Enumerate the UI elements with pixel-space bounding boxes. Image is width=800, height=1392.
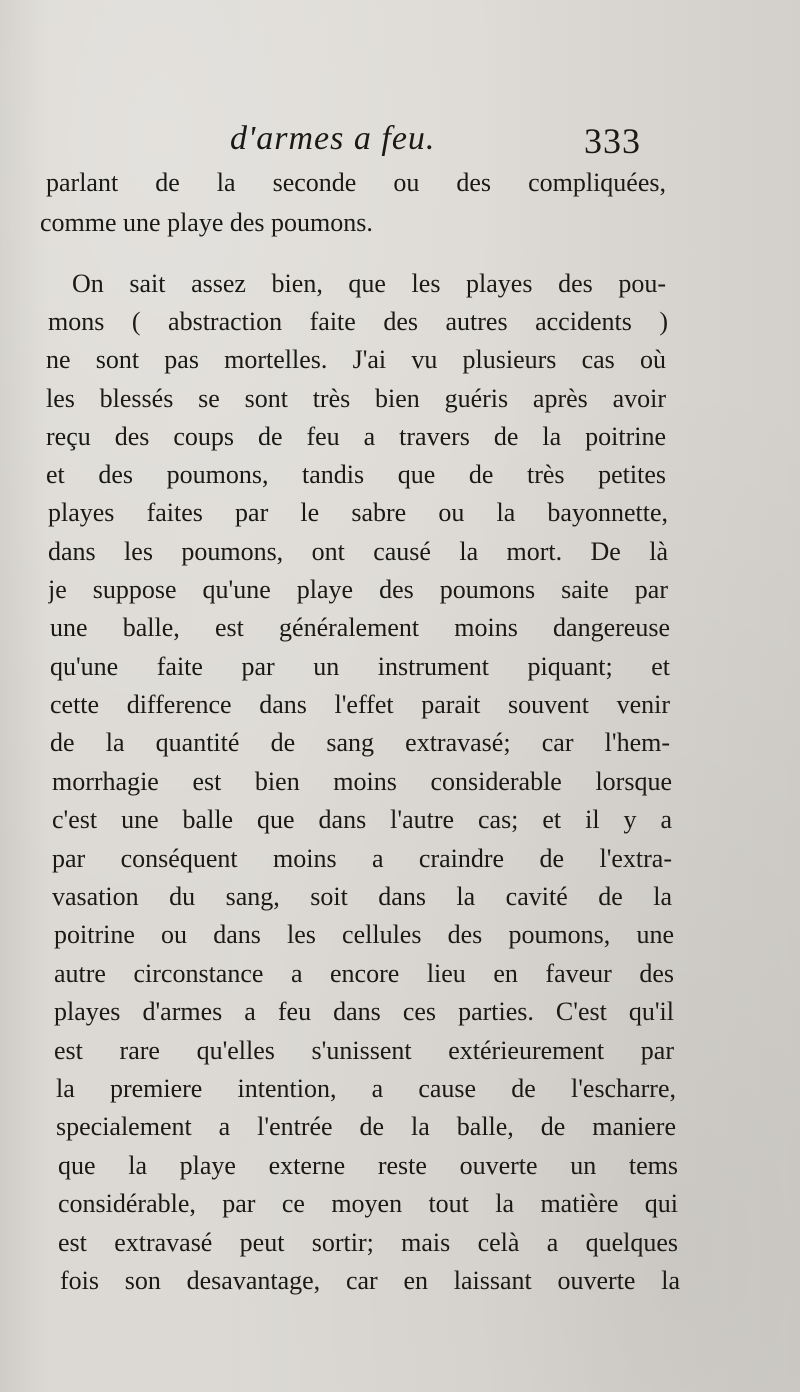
text-line: c'est une balle que dans l'autre cas; et il y a: [52, 805, 672, 834]
text-line: playes faites par le sabre ou la bayonnette,: [48, 498, 668, 527]
text-line: dans les poumons, ont causé la mort. De là: [48, 537, 668, 566]
text-line: ne sont pas mortelles. J'ai vu plusieurs cas où: [46, 345, 666, 374]
text-line: est extravasé peut sortir; mais celà a quelques: [58, 1228, 678, 1257]
text-line: et des poumons, tandis que de très petites: [46, 460, 666, 489]
text-line: par conséquent moins a craindre de l'extra-: [52, 844, 672, 873]
text-line: On sait assez bien, que les playes des pou-: [72, 269, 666, 298]
text-line: autre circonstance a encore lieu en faveur des: [54, 959, 674, 988]
text-line: fois son desavantage, car en laissant ouverte la: [60, 1266, 680, 1295]
text-line: la premiere intention, a cause de l'escharre,: [56, 1074, 676, 1103]
text-line: comme une playe des poumons.: [40, 208, 373, 237]
text-line: vasation du sang, soit dans la cavité de la: [52, 882, 672, 911]
text-line: une balle, est généralement moins dangereuse: [50, 613, 670, 642]
text-line: que la playe externe reste ouverte un tems: [58, 1151, 678, 1180]
text-line: considérable, par ce moyen tout la matière qui: [58, 1189, 678, 1218]
text-line: poitrine ou dans les cellules des poumons, une: [54, 920, 674, 949]
text-line: morrhagie est bien moins considerable lorsque: [52, 767, 672, 796]
text-line: parlant de la seconde ou des compliquées,: [46, 168, 666, 197]
text-line: reçu des coups de feu a travers de la poitrine: [46, 422, 666, 451]
text-line: specialement a l'entrée de la balle, de maniere: [56, 1112, 676, 1141]
text-line: qu'une faite par un instrument piquant; et: [50, 652, 670, 681]
text-line: cette difference dans l'effet parait souvent venir: [50, 690, 670, 719]
text-line: est rare qu'elles s'unissent extérieurement par: [54, 1036, 674, 1065]
page-number: 333: [584, 121, 641, 161]
text-line: les blessés se sont très bien guéris après avoir: [46, 384, 666, 413]
text-line: je suppose qu'une playe des poumons saite par: [48, 575, 668, 604]
running-title: d'armes a feu.: [230, 120, 436, 157]
text-line: playes d'armes a feu dans ces parties. C'est qu'il: [54, 997, 674, 1026]
text-line: mons ( abstraction faite des autres accidents ): [48, 307, 668, 336]
text-line: de la quantité de sang extravasé; car l'hem-: [50, 728, 670, 757]
